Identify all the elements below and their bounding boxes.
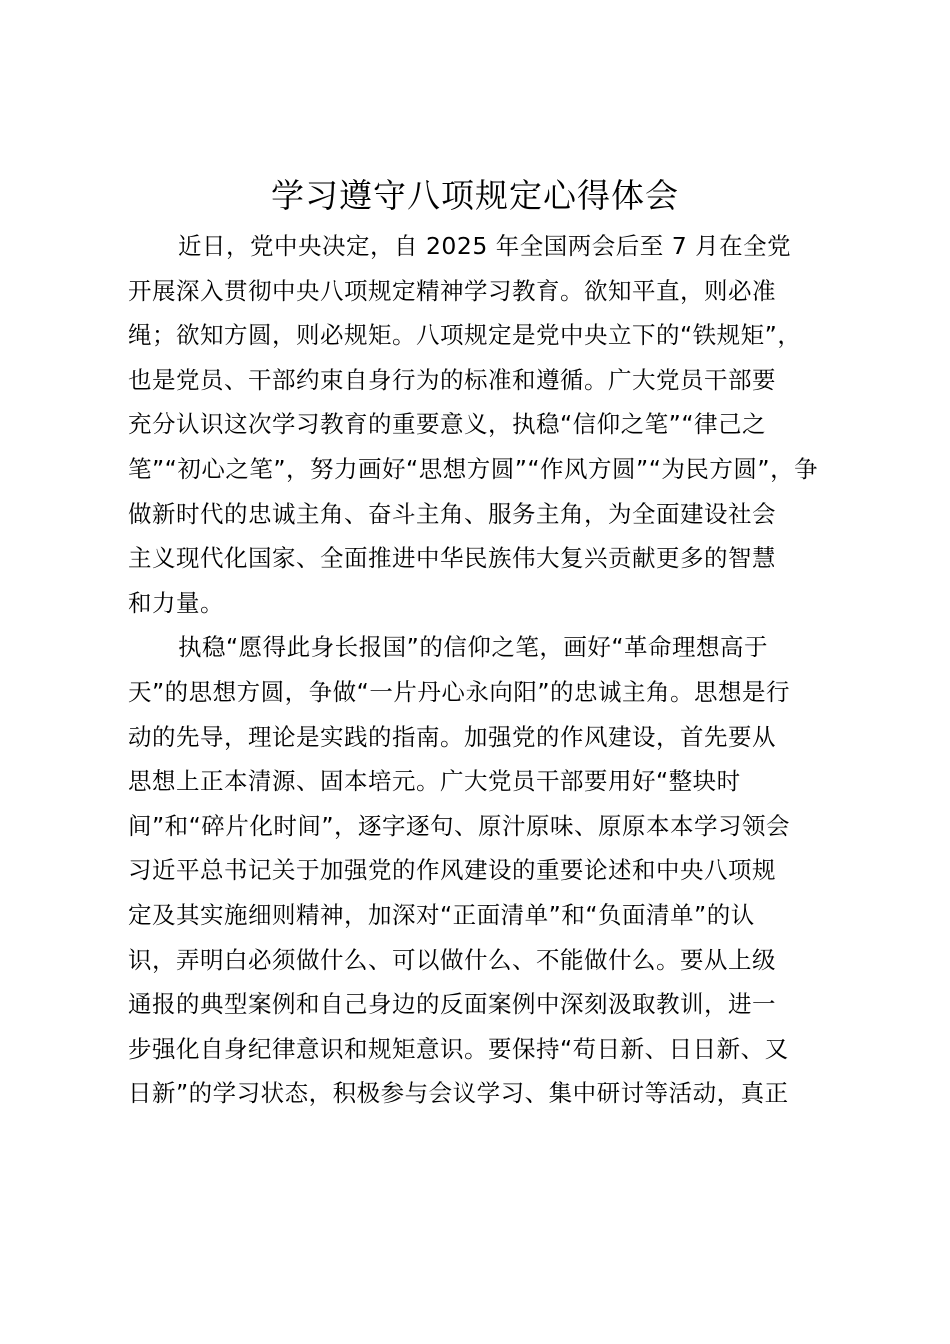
paragraph-line: 通报的典型案例和自己身边的反面案例中深刻汲取教训，进一: [128, 990, 776, 1019]
paragraph-line: 近日，党中央决定，自 2025 年全国两会后至 7 月在全党: [178, 232, 792, 260]
paragraph-line: 做新时代的忠诚主角、奋斗主角、服务主角，为全面建设社会: [128, 499, 776, 528]
paragraph-line: 习近平总书记关于加强党的作风建设的重要论述和中央八项规: [128, 856, 776, 885]
paragraph-line: 绳；欲知方圆，则必规矩。八项规定是党中央立下的“铁规矩”，: [128, 321, 802, 350]
paragraph-line: 主义现代化国家、全面推进中华民族伟大复兴贡献更多的智慧: [128, 544, 776, 573]
paragraph-line: 定及其实施细则精神，加深对“正面清单”和“负面清单”的认: [128, 900, 755, 929]
paragraph-line: 间”和“碎片化时间”，逐字逐句、原汁原味、原原本本学习领会: [128, 811, 791, 840]
paragraph-line: 执稳“愿得此身长报国”的信仰之笔，画好“革命理想高于: [178, 633, 769, 662]
paragraph-line: 天”的思想方圆，争做“一片丹心永向阳”的忠诚主角。思想是行: [128, 677, 791, 706]
document-body: [128, 224, 838, 1116]
paragraph-line: 思想上正本清源、固本培元。广大党员干部要用好“整块时: [128, 767, 741, 796]
paragraph-line: 开展深入贯彻中央八项规定精神学习教育。欲知平直，则必准: [128, 276, 776, 305]
paragraph-line: 也是党员、干部约束自身行为的标准和遵循。广大党员干部要: [128, 365, 776, 394]
paragraph-line: 笔”“初心之笔”，努力画好“思想方圆”“作风方圆”“为民方圆”，争: [128, 454, 819, 483]
paragraph-line: 充分认识这次学习教育的重要意义，执稳“信仰之笔”“律己之: [128, 410, 767, 439]
paragraph-line: 步强化自身纪律意识和规矩意识。要保持“苟日新、日日新、又: [128, 1034, 789, 1063]
paragraph-line: 识，弄明白必须做什么、可以做什么、不能做什么。要从上级: [128, 945, 776, 974]
paragraph-line: 日新”的学习状态，积极参与会议学习、集中研讨等活动，真正: [128, 1079, 789, 1108]
paragraph-line: 和力量。: [128, 588, 224, 617]
document-title: 学习遵守八项规定心得体会: [271, 176, 679, 215]
paragraph-line: 动的先导，理论是实践的指南。加强党的作风建设，首先要从: [128, 722, 776, 751]
